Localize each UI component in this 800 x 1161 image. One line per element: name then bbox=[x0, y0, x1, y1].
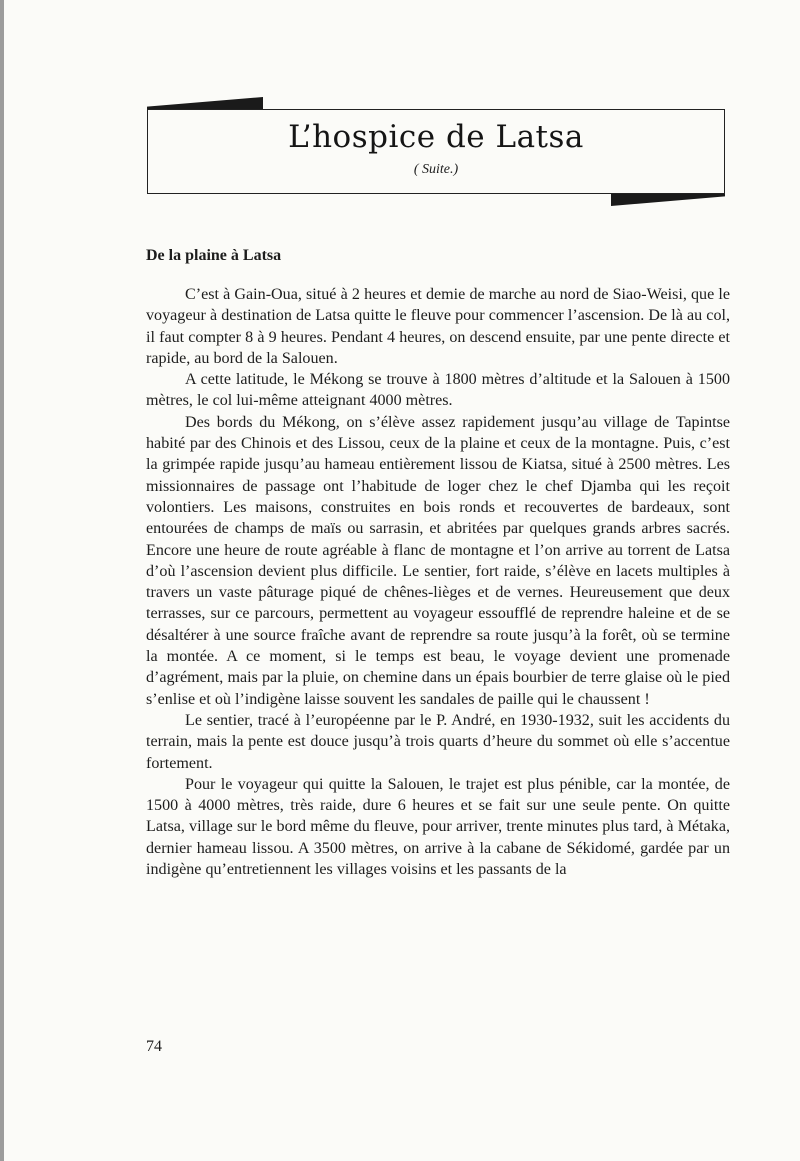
chapter-subtitle: ( Suite.) bbox=[413, 162, 459, 177]
title-ornament-bar-bottom bbox=[611, 194, 725, 206]
body-text bbox=[146, 284, 730, 880]
paragraph-1: C’est à Gain-Oua, situé à 2 heures et demie de marche au nord de Siao-Weisi, que le voyageur à destination de Latsa quitte le fleuve pour commencer l’ascension. De là au col, il faut compter 8 à 9 heures. Pendant 4 heures, on descend ensuite, par une pente directe et rapide, au bord de la Salouen. bbox=[146, 286, 730, 367]
paragraph-5: Pour le voyageur qui quitte la Salouen, le trajet est plus pénible, car la montée, de 1500 à 4000 mètres, très raide, dure 6 heures et se fait sur une seule pente. On quitte Latsa, village sur le bord même du fleuve, pour arriver, trente minutes plus tard, à Métaka, dernier hameau lissou. A 3500 mètres, on arrive à la cabane de Sékidomé, gardée par un indigène qu’entretiennent les villages voisins et les passants de la bbox=[146, 775, 730, 879]
paragraph-4: Le sentier, tracé à l’européenne par le P. André, en 1930-1932, suit les accidents du terrain, mais la pente est douce jusqu’à trois quarts d’heure du sommet où elle s’accentue fortement. bbox=[146, 711, 730, 772]
chapter-title: L’hospice de Latsa bbox=[288, 119, 584, 155]
paragraph-2: A cette latitude, le Mékong se trouve à 1800 mètres d’altitude et la Salouen à 1500 mètres, le col lui-même atteignant 4000 mètres. bbox=[146, 371, 730, 410]
title-ornament-bar-top bbox=[147, 97, 263, 109]
page-edge-shadow bbox=[0, 0, 4, 1161]
paragraph-3: Des bords du Mékong, on s’élève assez rapidement jusqu’au village de Tapintse habité par des Chinois et des Lissou, ceux de la plaine et ceux de la montagne. Puis, c’est la grimpée rapide jusqu’au hameau entièrement lissou de Kiatsa, situé à 2500 mètres. Les missionnaires de passage ont l’habitude de loger chez le chef Djamba qui les reçoit volontiers. Les maisons, construites en bois ronds et recouvertes de bardeaux, sont entourées de champs de maïs ou sarrasin, et abritées par quelques grands arbres sacrés. Encore une heure de route agréable à flanc de montagne et l’on arrive au torrent de Latsa d’où l’ascension devient plus difficile. Le sentier, fort raide, s’élève en lacets multiples à travers un vaste pâturage piqué de chênes-lièges et de vernes. Heureusement que deux terrasses, sur ce parcours, permettent au voyageur essoufflé de reprendre haleine et de se désaltérer à une source fraîche avant de reprendre sa route jusqu’à la forêt, où se termine la montée. A ce moment, si le temps est beau, le voyage devient une promenade d’agrément, mais par la pluie, on chemine dans un épais bourbier de terre glaise où le pied s’enlise et où l’indigène laisse souvent les sandales de paille qui le chaussent ! bbox=[146, 413, 730, 708]
title-box bbox=[147, 109, 725, 194]
section-heading: De la plaine à Latsa bbox=[146, 247, 282, 264]
page-number: 74 bbox=[146, 1038, 162, 1055]
